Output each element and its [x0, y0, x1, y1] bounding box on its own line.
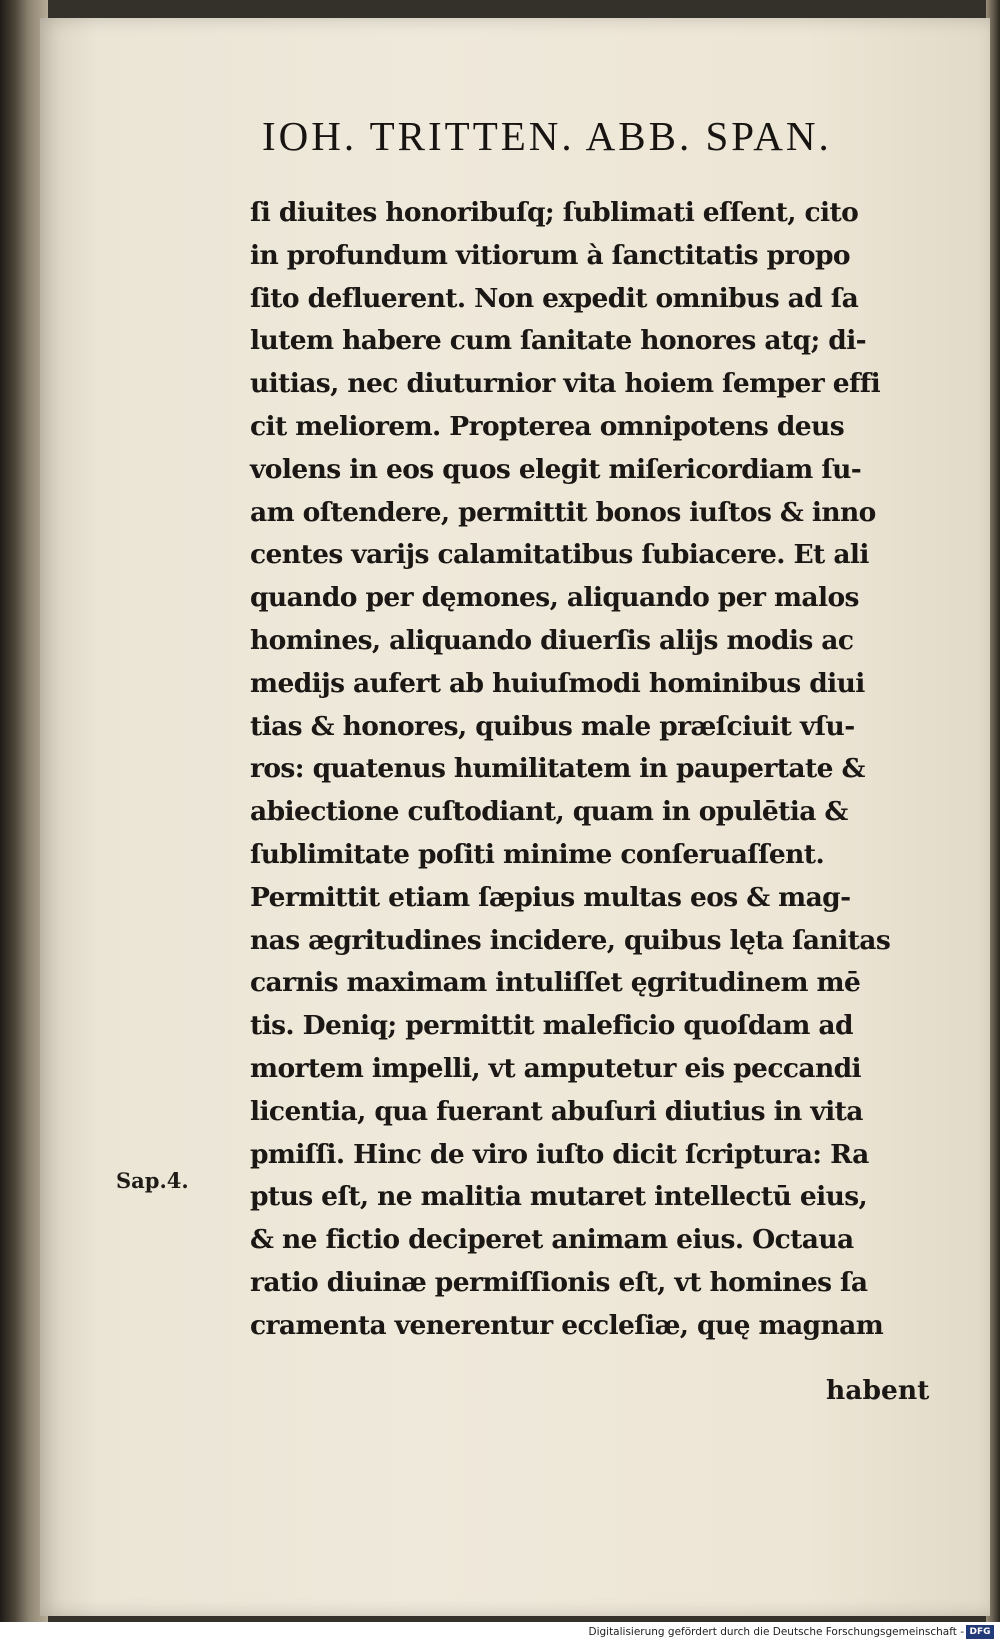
text-line: homines, aliquando diuerſis alijs modis ac: [250, 624, 854, 656]
text-line: in profundum vitiorum à ſanctitatis propo: [250, 239, 850, 271]
text-line: cit meliorem. Propterea omnipotens deus: [250, 410, 845, 442]
text-line: medijs aufert ab huiuſmodi hominibus diui: [250, 667, 865, 699]
text-line: ratio diuinæ permiſſionis eſt, vt homines ſa: [250, 1266, 868, 1298]
text-line: tias & honores, quibus male præſciuit vſu-: [250, 710, 855, 742]
text-line: Permittit etiam ſæpius multas eos & mag-: [250, 881, 851, 913]
body-text: [250, 192, 950, 1348]
text-line: abiectione cuſtodiant, quam in opulētia &: [250, 796, 848, 828]
marginal-note: Sap.4.: [116, 1168, 189, 1193]
text-line: lutem habere cum ſanitate honores atq; di-: [250, 325, 867, 357]
text-line: ſi diuites honoribuſq; ſublimati eſſent, cito: [250, 197, 859, 228]
text-line: licentia, qua fuerant abuſuri diutius in vita: [250, 1095, 863, 1127]
text-line: tis. Deniq; permittit maleficio quoſdam ad: [250, 1010, 853, 1042]
text-line: carnis maximam intuliſſet ęgritudinem mē: [250, 967, 861, 999]
text-line: am oſtendere, permittit bonos iuſtos & inno: [250, 496, 876, 528]
text-line: ſublimitate poſiti minime conſeruaſſent.: [250, 838, 825, 870]
text-line: pmiſſi. Hinc de viro iuſto dicit ſcriptura: Ra: [250, 1138, 869, 1170]
text-line: centes varijs calamitatibus ſubiacere. Et ali: [250, 539, 869, 571]
text-line: nas ægritudines incidere, quibus lęta ſanitas: [250, 924, 891, 956]
text-line: uitias, nec diuturnior vita hoiem ſemper effi: [250, 368, 881, 400]
text-line: mortem impelli, vt amputetur eis peccandi: [250, 1052, 862, 1084]
catchword: habent: [826, 1375, 930, 1406]
text-line: cramenta venerentur eccleſiæ, quę magnam: [250, 1309, 884, 1341]
text-line: ptus eſt, ne malitia mutaret intellectū eius,: [250, 1181, 868, 1213]
footer-credit: Digitalisierung gefördert durch die Deutsche Forschungsgemeinschaft -: [588, 1626, 964, 1638]
text-line: & ne fictio deciperet animam eius. Octaua: [250, 1224, 854, 1256]
text-line: ros: quatenus humilitatem in paupertate &: [250, 753, 865, 785]
text-line: volens in eos quos elegit miſericordiam ſu-: [250, 453, 862, 485]
running-head: IOH. TRITTEN. ABB. SPAN.: [262, 113, 832, 159]
dfg-logo: DFG: [966, 1625, 994, 1639]
text-line: quando per dęmones, aliquando per malos: [250, 582, 859, 614]
text-line: ſito defluerent. Non expedit omnibus ad ſa: [250, 282, 859, 314]
